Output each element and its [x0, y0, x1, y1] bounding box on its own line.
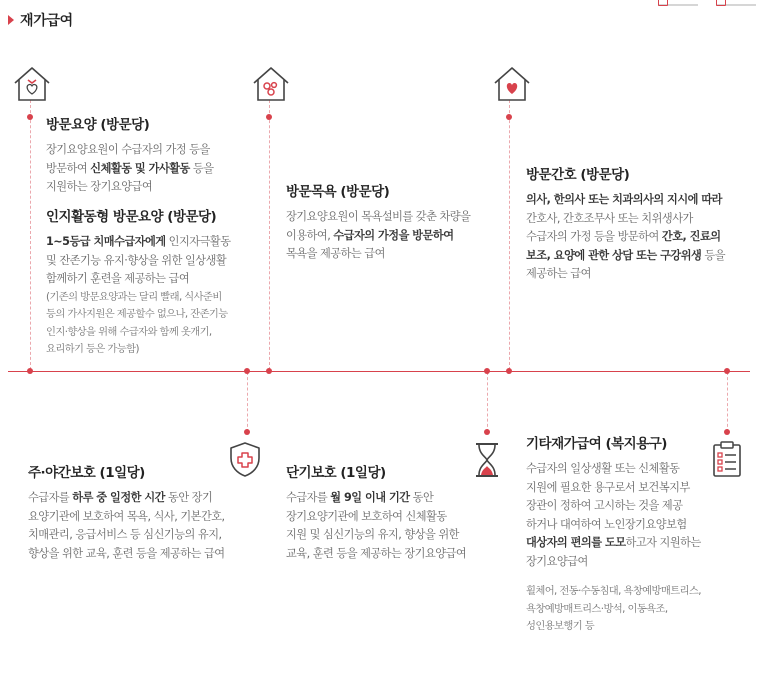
item-description: 수급자의 일상생활 또는 신체활동 지원에 필요한 용구로서 보건복지부 장관이 정하여 고시하는 것을 제공 하거나 대여하여 노인장기요양보험 대상자의 편의를 도모하고자 지원하는 장기요양급여: [526, 462, 701, 568]
item-title: 단기보호 (1일당): [286, 465, 386, 481]
connector-dot: [506, 114, 512, 120]
item-day-night-care: [28, 461, 253, 563]
item-title: 주·야간보호 (1일당): [28, 465, 145, 481]
item-dementia-care: [46, 205, 261, 359]
item-description: 장기요양요원이 목욕설비를 갖춘 차량을 이용하여, 수급자의 가정을 방문하여 목욕을 제공하는 급여: [286, 210, 471, 260]
top-nav-remnant: [658, 0, 768, 8]
item-description: 수급자를 하루 중 일정한 시간 동안 장기 요양기관에 보호하여 목욕, 식사, 기본간호, 치매관리, 응급서비스 등 심신기능의 유지, 향상을 위한 교육, 훈련 등을 제공하는 급여: [28, 491, 225, 560]
timeline-dot: [506, 368, 512, 374]
top-nav-button[interactable]: [658, 0, 698, 6]
connector-dot: [484, 429, 490, 435]
timeline-dot: [724, 368, 730, 374]
timeline-dot: [244, 368, 250, 374]
house-heart-icon: [492, 64, 532, 104]
item-title: 방문요양 (방문당): [46, 117, 150, 133]
house-bath-icon: [251, 64, 291, 104]
item-note: (기존의 방문요양과는 달리 빨래, 식사준비 등의 가사지원은 제공할수 없으나, 잔존기능 인지·향상을 위해 수급자와 함께 옷개기, 요리하기 등은 가능함): [46, 290, 228, 355]
item-title: 방문목욕 (방문당): [286, 184, 390, 200]
house-heart-icon: [12, 64, 52, 104]
section-header: [8, 10, 73, 30]
connector-line: [269, 100, 270, 370]
item-short-term-care: [286, 461, 496, 563]
timeline-dot: [266, 368, 272, 374]
item-home-bath: [286, 180, 506, 264]
section-title: 재가급여: [20, 13, 73, 29]
item-description: 의사, 한의사 또는 치과의사의 지시에 따라 간호사, 간호조무사 또는 치위생사가 수급자의 가정 등을 방문하여 간호, 진료의 보조, 요양에 관한 상담 또는 구강위생 등을 제공하는 급여: [526, 193, 726, 280]
item-title: 인지활동형 방문요양 (방문당): [46, 209, 217, 225]
item-title: 방문간호 (방문당): [526, 167, 630, 183]
bullet-arrow-icon: [8, 15, 14, 25]
item-note: 휠체어, 전동·수동침대, 욕창예방매트리스, 욕창예방매트리스·방석, 이동욕조, 성인용보행기 등: [526, 585, 701, 632]
timeline-line: [8, 371, 750, 372]
connector-dot: [266, 114, 272, 120]
connector-line: [30, 100, 31, 370]
item-title: 기타재가급여 (복지용구): [526, 436, 667, 452]
connector-line: [509, 100, 510, 370]
timeline-dot: [27, 368, 33, 374]
connector-line: [727, 372, 728, 432]
connector-line: [487, 372, 488, 432]
item-description: 1~5등급 치매수급자에게 인지자극활동 및 잔존기능 유지·향상을 위한 일상생활 함께하기 훈련을 제공하는 급여: [46, 235, 231, 285]
top-nav-button[interactable]: [716, 0, 756, 6]
connector-dot: [244, 429, 250, 435]
item-visit-care: [46, 113, 261, 197]
item-description: 수급자를 월 9일 이내 기간 동안 장기요양기관에 보호하여 신체활동 지원 및 심신기능의 유지, 향상을 위한 교육, 훈련 등을 제공하는 장기요양급여: [286, 491, 467, 560]
item-other-welfare-equipment: [526, 432, 746, 636]
connector-dot: [27, 114, 33, 120]
item-description: 장기요양요원이 수급자의 가정 등을 방문하여 신체활동 및 가사활동 등을 지원하는 장기요양급여: [46, 143, 214, 193]
timeline-dot: [484, 368, 490, 374]
item-home-nursing: [526, 163, 751, 284]
connector-line: [247, 372, 248, 432]
